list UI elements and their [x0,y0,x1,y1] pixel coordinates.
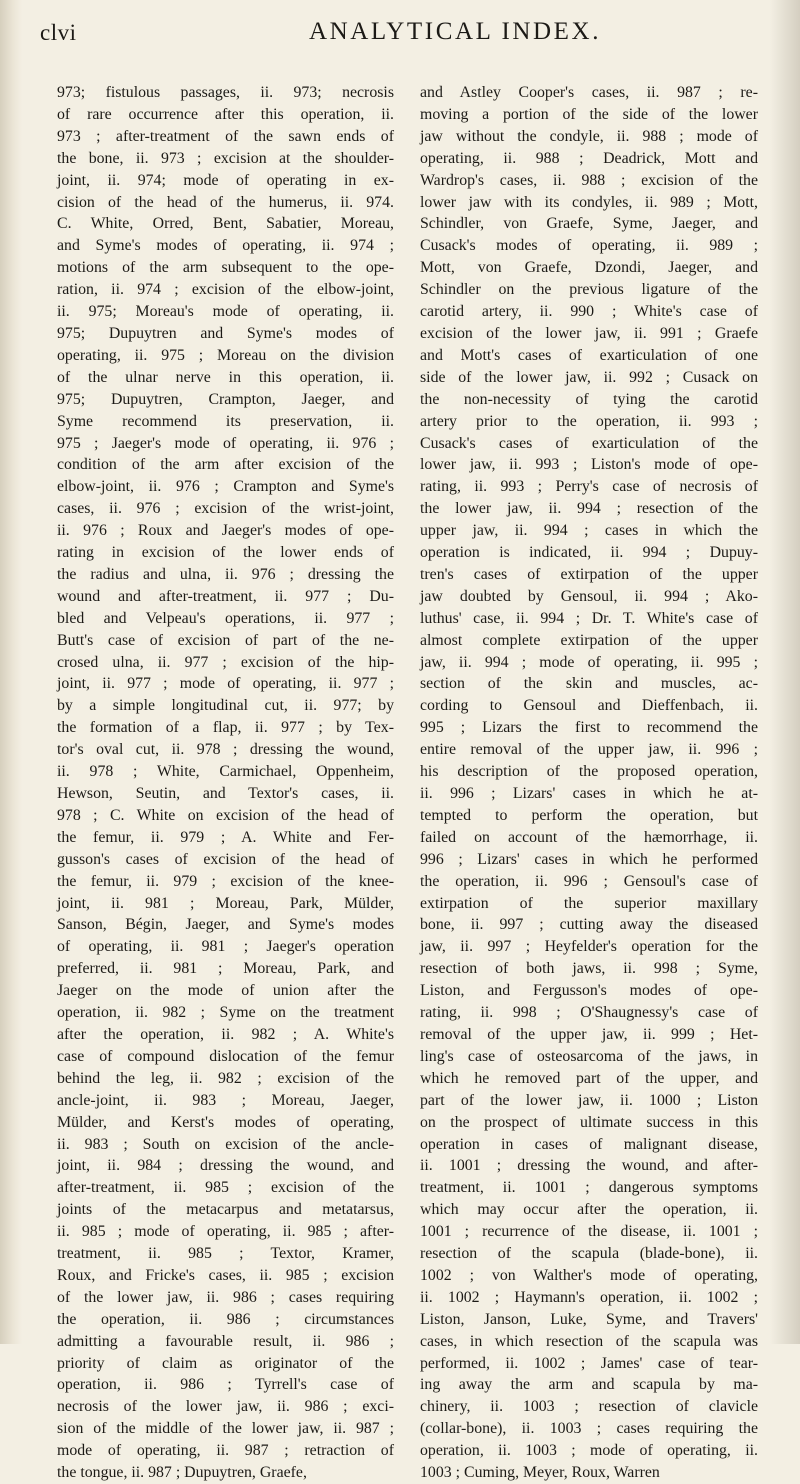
page-edge-shadow [770,0,800,1344]
index-line: Hewson, Seutin, and Textor's cases, ii. [57,785,394,802]
index-line: tor's oval cut, ii. 978 ; dressing the wound, [57,741,394,759]
index-line: ii. 983 ; South on excision of the ancle- [57,1135,394,1153]
index-line: Jaeger on the mode of union after the [57,982,394,1000]
index-line: part of the lower jaw, ii. 1000 ; Liston [420,1091,758,1109]
index-line: section of the skin and muscles, ac- [420,675,758,693]
index-line: excision of the lower jaw, ii. 991 ; Graefe [420,324,758,342]
index-line: rating in excision of the lower ends of [57,544,394,562]
index-line: preferred, ii. 981 ; Moreau, Park, and [57,960,394,978]
index-line: ii. 1002 ; Haymann's operation, ii. 1002 ; [420,1288,758,1306]
index-line: removal of the upper jaw, ii. 999 ; Het- [420,1025,758,1043]
index-line: the lower jaw, ii. 994 ; resection of the [420,500,758,518]
index-line: upper jaw, ii. 994 ; cases in which the [420,522,758,540]
index-line: ration, ii. 974 ; excision of the elbow-joint, [57,281,394,299]
index-line: Wardrop's cases, ii. 988 ; excision of the [420,171,758,189]
index-line: which may occur after the operation, ii. [420,1201,758,1219]
index-line: carotid artery, ii. 990 ; White's case of [420,303,758,321]
index-line: rating, ii. 998 ; O'Shaugnessy's case of [420,1004,758,1022]
index-line: priority of claim as originator of the [57,1354,394,1372]
index-line: 975 ; Jaeger's mode of operating, ii. 976 ; [57,434,394,452]
index-line: crosed ulna, ii. 977 ; excision of the hip- [57,653,394,671]
index-line: Butt's case of excision of part of the ne- [57,631,394,649]
index-line: 978 ; C. White on excision of the head of [57,806,394,824]
index-line: Mülder, and Kerst's modes of operating, [57,1113,394,1131]
index-line: operating, ii. 975 ; Moreau on the division [57,346,394,364]
index-line: elbow-joint, ii. 976 ; Crampton and Syme's [57,478,394,496]
index-line: Mott, von Graefe, Dzondi, Jaeger, and [420,259,758,277]
index-line: the radius and ulna, ii. 976 ; dressing the [57,565,394,583]
index-line: the bone, ii. 973 ; excision at the shoulder- [57,149,394,167]
index-line: and Syme's modes of operating, ii. 974 ; [57,237,394,255]
index-line: treatment, ii. 1001 ; dangerous symptoms [420,1179,758,1197]
index-line: cases, ii. 976 ; excision of the wrist-joint, [57,500,394,518]
index-line: operation in cases of malignant disease, [420,1135,758,1153]
running-title: ANALYTICAL INDEX. [308,18,602,45]
index-line: and Mott's cases of exarticulation of one [420,346,758,364]
index-line: ancle-joint, ii. 983 ; Moreau, Jaeger, [57,1091,394,1109]
index-line: operation, ii. 1003 ; mode of operating, ii. [420,1442,758,1460]
index-line: the femur, ii. 979 ; excision of the knee- [57,872,394,890]
index-line: mode of operating, ii. 987 ; retraction of [57,1442,394,1460]
index-line: 1003 ; Cuming, Meyer, Roux, Warren [420,1464,660,1482]
index-line: of the ulnar nerve in this operation, ii. [57,368,394,386]
index-line: 1002 ; von Walther's mode of operating, [420,1266,758,1284]
index-line: 975; Dupuytren and Syme's modes of [57,324,394,342]
index-line: ii. 1001 ; dressing the wound, and after- [420,1157,758,1175]
index-line: ii. 978 ; White, Carmichael, Oppenheim, [57,763,394,781]
index-line: by a simple longitudinal cut, ii. 977; by [57,697,394,715]
index-line: joint, ii. 981 ; Moreau, Park, Mülder, [57,894,394,912]
index-line: the femur, ii. 979 ; A. White and Fer- [57,828,394,846]
page-gutter-shadow [0,0,22,1344]
index-line: ii. 975; Moreau's mode of operating, ii. [57,303,394,321]
index-line: chinery, ii. 1003 ; resection of clavicle [420,1398,758,1416]
index-line: jaw, ii. 997 ; Heyfelder's operation for the [420,938,758,956]
index-line: Liston, and Fergusson's modes of ope- [420,982,758,1000]
index-line: of operating, ii. 981 ; Jaeger's operation [57,938,394,956]
index-line: operating, ii. 988 ; Deadrick, Mott and [420,149,758,167]
index-line: sion of the middle of the lower jaw, ii. 987 ; [57,1420,394,1438]
index-line: of rare occurrence after this operation, ii. [57,105,394,123]
index-line: 975; Dupuytren, Crampton, Jaeger, and [57,390,394,408]
index-line: 1001 ; recurrence of the disease, ii. 1001 ; [420,1223,758,1241]
index-line: performed, ii. 1002 ; James' case of tear- [420,1354,758,1372]
index-line: Syme recommend its preservation, ii. [57,412,394,430]
index-line: rating, ii. 993 ; Perry's case of necrosis of [420,478,758,496]
index-line: joint, ii. 977 ; mode of operating, ii. 977 ; [57,675,394,693]
index-line: the formation of a flap, ii. 977 ; by Tex- [57,719,394,737]
page-number: clvi [40,20,77,45]
index-line: 995 ; Lizars the first to recommend the [420,719,758,737]
index-line: joint, ii. 984 ; dressing the wound, and [57,1157,394,1175]
index-line: operation is indicated, ii. 994 ; Dupuy- [420,544,758,562]
index-line: motions of the arm subsequent to the ope- [57,259,394,277]
index-line: case of compound dislocation of the femur [57,1047,394,1065]
index-line: tren's cases of extirpation of the upper [420,565,758,583]
index-line: side of the lower jaw, ii. 992 ; Cusack on [420,368,758,386]
index-line: his description of the proposed operation, [420,763,758,781]
index-line: jaw, ii. 994 ; mode of operating, ii. 995 ; [420,653,758,671]
index-line: failed on account of the hæmorrhage, ii. [420,828,758,846]
index-line: ling's case of osteosarcoma of the jaws, in [420,1047,758,1065]
index-line: operation, ii. 982 ; Syme on the treatment [57,1004,394,1022]
index-line: bled and Velpeau's operations, ii. 977 ; [57,609,394,627]
index-line: cording to Gensoul and Dieffenbach, ii. [420,697,758,715]
index-line: cision of the head of the humerus, ii. 974. [57,193,394,211]
index-line: treatment, ii. 985 ; Textor, Kramer, [57,1245,394,1263]
index-column-left [57,82,394,1484]
index-line: 973; fistulous passages, ii. 973; necrosis [57,84,394,101]
index-line: on the prospect of ultimate success in this [420,1113,758,1131]
index-line: resection of the scapula (blade-bone), ii. [420,1245,758,1263]
index-line: 973 ; after-treatment of the sawn ends of [57,127,394,145]
index-line: the non-necessity of tying the carotid [420,390,758,408]
index-line: luthus' case, ii. 994 ; Dr. T. White's case of [420,609,758,627]
index-line: Schindler, von Graefe, Syme, Jaeger, and [420,215,758,233]
index-line: wound and after-treatment, ii. 977 ; Du- [57,587,394,605]
index-column-right [420,82,758,1484]
index-line: the operation, ii. 996 ; Gensoul's case of [420,872,758,890]
index-line: operation, ii. 986 ; Tyrrell's case of [57,1376,394,1394]
index-line: lower jaw, ii. 993 ; Liston's mode of ope- [420,456,758,474]
index-line: bone, ii. 997 ; cutting away the diseased [420,916,758,934]
index-line: extirpation of the superior maxillary [420,894,758,912]
index-line: resection of both jaws, ii. 998 ; Syme, [420,960,758,978]
index-line: which he removed part of the upper, and [420,1069,758,1087]
index-line: moving a portion of the side of the lower [420,105,758,123]
index-line: ii. 985 ; mode of operating, ii. 985 ; after- [57,1223,394,1241]
index-line: behind the leg, ii. 982 ; excision of the [57,1069,394,1087]
index-line: jaw without the condyle, ii. 988 ; mode of [420,127,758,145]
index-line: ii. 996 ; Lizars' cases in which he at- [420,785,758,802]
index-line: lower jaw with its condyles, ii. 989 ; Mott, [420,193,758,211]
index-line: Cusack's cases of exarticulation of the [420,434,758,452]
index-line: after-treatment, ii. 985 ; excision of the [57,1179,394,1197]
index-line: almost complete extirpation of the upper [420,631,758,649]
index-line: 996 ; Lizars' cases in which he performed [420,850,758,868]
index-line: condition of the arm after excision of the [57,456,394,474]
index-line: after the operation, ii. 982 ; A. White's [57,1025,394,1043]
index-line: Cusack's modes of operating, ii. 989 ; [420,237,758,255]
index-line: the operation, ii. 986 ; circumstances [57,1310,394,1328]
index-line: Schindler on the previous ligature of the [420,281,758,299]
index-line: tempted to perform the operation, but [420,806,758,824]
index-line: necrosis of the lower jaw, ii. 986 ; exci- [57,1398,394,1416]
index-line: C. White, Orred, Bent, Sabatier, Moreau, [57,215,394,233]
index-line: Roux, and Fricke's cases, ii. 985 ; excision [57,1266,394,1284]
index-line: jaw doubted by Gensoul, ii. 994 ; Ako- [420,587,758,605]
index-line: gusson's cases of excision of the head of [57,850,394,868]
index-line: admitting a favourable result, ii. 986 ; [57,1332,394,1350]
index-line: Sanson, Bégin, Jaeger, and Syme's modes [57,916,394,934]
index-line: joints of the metacarpus and metatarsus, [57,1201,394,1219]
index-line: (collar-bone), ii. 1003 ; cases requiring the [420,1420,758,1438]
index-line: artery prior to the operation, ii. 993 ; [420,412,758,430]
index-line: Liston, Janson, Luke, Syme, and Travers' [420,1310,758,1328]
index-line: ii. 976 ; Roux and Jaeger's modes of ope- [57,522,394,540]
index-line: and Astley Cooper's cases, ii. 987 ; re- [420,84,758,101]
index-line: the tongue, ii. 987 ; Dupuytren, Graefe, [57,1464,307,1482]
index-line: of the lower jaw, ii. 986 ; cases requiring [57,1288,394,1306]
index-line: entire removal of the upper jaw, ii. 996 ; [420,741,758,759]
index-line: cases, in which resection of the scapula was [420,1332,758,1350]
index-line: ing away the arm and scapula by ma- [420,1376,758,1394]
index-line: joint, ii. 974; mode of operating in ex- [57,171,394,189]
page-header [40,14,780,48]
